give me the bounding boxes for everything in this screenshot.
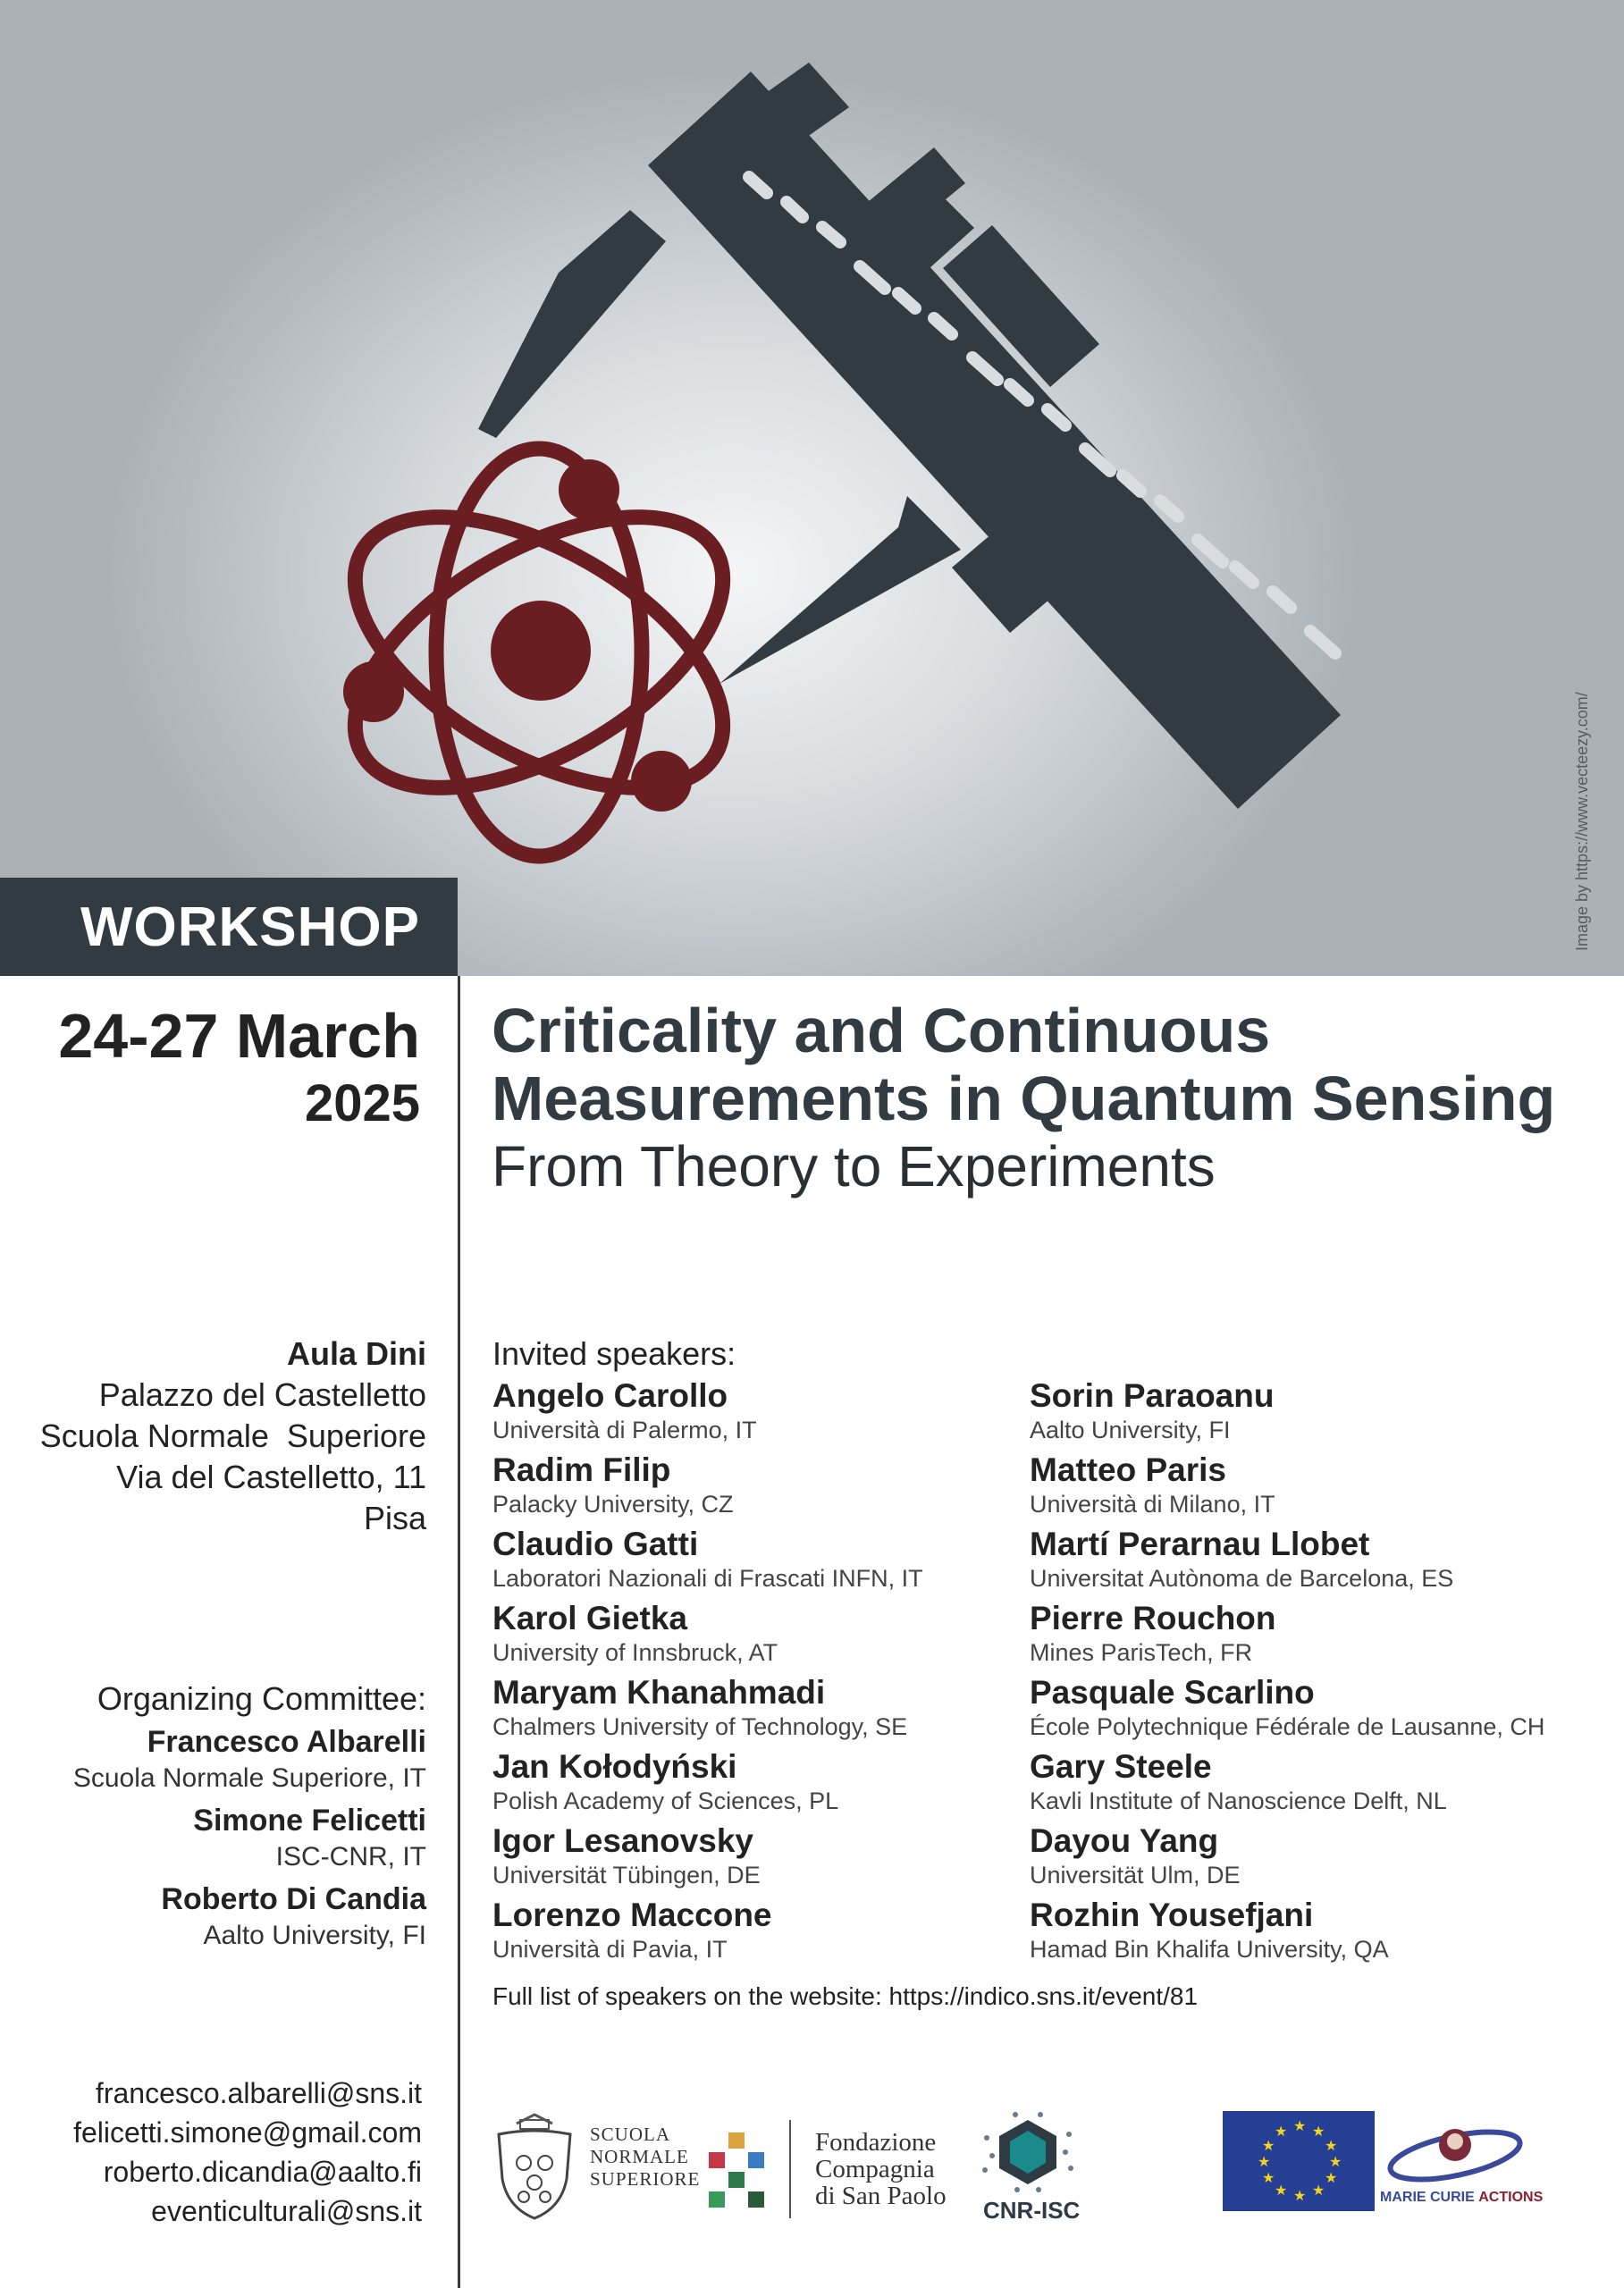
venue-line: Palazzo del Castelletto bbox=[98, 1376, 426, 1413]
venue-block bbox=[40, 1333, 426, 1539]
date-range: 24-27 March bbox=[58, 1001, 420, 1071]
caliper-atom-illustration bbox=[0, 0, 1624, 976]
email-link[interactable]: felicetti.simone@gmail.com bbox=[73, 2116, 422, 2149]
venue-room: Aula Dini bbox=[286, 1335, 426, 1372]
speaker-affiliation: Hamad Bin Khalifa University, QA bbox=[1030, 1936, 1389, 1963]
svg-text:★: ★ bbox=[1258, 2153, 1271, 2170]
speaker-entry bbox=[1030, 1525, 1544, 1599]
sns-text-line: SCUOLA bbox=[590, 2124, 671, 2145]
speaker-name: Dayou Yang bbox=[1030, 1822, 1219, 1859]
email-link[interactable]: eventiculturali@sns.it bbox=[151, 2195, 422, 2227]
speaker-name: Claudio Gatti bbox=[492, 1526, 699, 1562]
speaker-entry bbox=[1030, 1376, 1544, 1451]
marie-curie-text: MARIE CURIE bbox=[1380, 2190, 1475, 2205]
speaker-entry bbox=[492, 1673, 923, 1747]
speakers-column-left bbox=[492, 1376, 923, 1970]
committee-member-name: Francesco Albarelli bbox=[147, 1725, 426, 1759]
speaker-entry bbox=[492, 1451, 923, 1525]
workshop-label: WORKSHOP bbox=[80, 896, 420, 958]
marie-curie-logo-icon bbox=[1384, 2115, 1527, 2186]
sns-text-line: SUPERIORE bbox=[590, 2168, 701, 2190]
speaker-entry bbox=[1030, 1599, 1544, 1673]
speaker-entry bbox=[1030, 1673, 1544, 1747]
title-subtitle: From Theory to Experiments bbox=[492, 1134, 1216, 1199]
svg-text:★: ★ bbox=[1329, 2153, 1342, 2170]
fondazione-text-line: Compagnia bbox=[815, 2155, 935, 2183]
marie-curie-label bbox=[1380, 2190, 1543, 2206]
speaker-name: Rozhin Yousefjani bbox=[1030, 1897, 1314, 1933]
speaker-affiliation: Palacky University, CZ bbox=[492, 1491, 734, 1518]
cnr-isc-label: CNR-ISC bbox=[983, 2197, 1081, 2224]
speaker-affiliation: Polish Academy of Sciences, PL bbox=[492, 1788, 839, 1814]
sns-text-line: NORMALE bbox=[590, 2146, 689, 2167]
full-speaker-list-link[interactable]: Full list of speakers on the website: https://indico.sns.it/event/81 bbox=[492, 1982, 1199, 2010]
speaker-name: Pierre Rouchon bbox=[1030, 1600, 1276, 1636]
speaker-name: Igor Lesanovsky bbox=[492, 1822, 754, 1859]
committee-member-affiliation: ISC-CNR, IT bbox=[275, 1842, 426, 1872]
svg-text:★: ★ bbox=[1325, 2169, 1338, 2186]
svg-text:★: ★ bbox=[1312, 2182, 1325, 2199]
venue-line: Pisa bbox=[363, 1500, 426, 1536]
speaker-name: Sorin Paraoanu bbox=[1030, 1377, 1275, 1414]
speaker-entry bbox=[492, 1525, 923, 1599]
svg-text:★: ★ bbox=[1293, 2117, 1307, 2134]
committee-member-affiliation: Aalto University, FI bbox=[203, 1921, 426, 1950]
fondazione-text-line: di San Paolo bbox=[815, 2182, 947, 2210]
svg-text:★: ★ bbox=[1312, 2123, 1325, 2140]
logo-divider bbox=[789, 2120, 791, 2218]
sns-logo-text bbox=[590, 2124, 700, 2191]
organizing-committee bbox=[73, 1678, 426, 1954]
speaker-affiliation: Universitat Autònoma de Barcelona, ES bbox=[1030, 1565, 1454, 1592]
caliper-icon bbox=[478, 40, 1341, 809]
speaker-entry bbox=[1030, 1896, 1544, 1970]
fondazione-logo-text bbox=[815, 2129, 947, 2209]
svg-text:★: ★ bbox=[1262, 2137, 1275, 2154]
date-year: 2025 bbox=[304, 1074, 420, 1132]
email-link[interactable]: roberto.dicandia@aalto.fi bbox=[103, 2156, 422, 2188]
speaker-name: Maryam Khanahmadi bbox=[492, 1674, 826, 1711]
speaker-affiliation: Universität Tübingen, DE bbox=[492, 1862, 761, 1888]
speaker-affiliation: Universität Ulm, DE bbox=[1030, 1862, 1241, 1888]
committee-member-name: Simone Felicetti bbox=[193, 1804, 426, 1838]
hero-banner bbox=[0, 0, 1624, 976]
committee-heading: Organizing Committee: bbox=[97, 1680, 426, 1717]
speaker-affiliation: Laboratori Nazionali di Frascati INFN, IT bbox=[492, 1565, 923, 1592]
speaker-affiliation: Chalmers University of Technology, SE bbox=[492, 1713, 908, 1740]
venue-line: Scuola Normale Superiore bbox=[39, 1417, 426, 1454]
speaker-name: Angelo Carollo bbox=[492, 1377, 728, 1414]
speaker-entry bbox=[492, 1376, 923, 1451]
speaker-entry bbox=[1030, 1821, 1544, 1896]
svg-text:★: ★ bbox=[1262, 2169, 1275, 2186]
sns-crest-icon bbox=[490, 2107, 579, 2224]
committee-member-affiliation: Scuola Normale Superiore, IT bbox=[72, 1763, 426, 1793]
speaker-affiliation: Kavli Institute of Nanoscience Delft, NL bbox=[1030, 1788, 1447, 1814]
image-credit: Image by https://www.vecteezy.com/ bbox=[1573, 692, 1591, 951]
speakers-heading: Invited speakers: bbox=[492, 1335, 736, 1372]
fondazione-text-line: Fondazione bbox=[815, 2128, 937, 2157]
speaker-affiliation: Università di Palermo, IT bbox=[492, 1417, 757, 1443]
svg-text:★: ★ bbox=[1275, 2182, 1288, 2199]
speaker-name: Pasquale Scarlino bbox=[1030, 1674, 1315, 1711]
title-line-1: Criticality and Continuous bbox=[492, 996, 1271, 1065]
committee-member-name: Roberto Di Candia bbox=[161, 1882, 426, 1916]
speaker-entry bbox=[492, 1821, 923, 1896]
workshop-title bbox=[492, 997, 1555, 1200]
marie-curie-actions-text: ACTIONS bbox=[1478, 2190, 1544, 2205]
speaker-entry bbox=[1030, 1747, 1544, 1821]
sponsor-logos bbox=[490, 2100, 1598, 2234]
speaker-entry bbox=[492, 1599, 923, 1673]
speaker-name: Martí Perarnau Llobet bbox=[1030, 1526, 1370, 1562]
speaker-name: Gary Steele bbox=[1030, 1748, 1212, 1785]
fondazione-squares-icon bbox=[709, 2132, 768, 2209]
speaker-name: Lorenzo Maccone bbox=[492, 1897, 772, 1933]
svg-text:★: ★ bbox=[1325, 2137, 1338, 2154]
title-line-2: Measurements in Quantum Sensing bbox=[492, 1064, 1556, 1133]
speaker-affiliation: Aalto University, FI bbox=[1030, 1417, 1231, 1443]
speaker-affiliation: École Polytechnique Fédérale de Lausanne, CH bbox=[1030, 1713, 1545, 1740]
svg-text:★: ★ bbox=[1275, 2123, 1288, 2140]
workshop-banner bbox=[0, 878, 458, 976]
speaker-affiliation: Università di Milano, IT bbox=[1030, 1491, 1275, 1518]
eu-flag-icon bbox=[1223, 2111, 1375, 2211]
speaker-affiliation: Mines ParisTech, FR bbox=[1030, 1639, 1253, 1666]
speakers-column-right bbox=[1030, 1376, 1544, 1970]
speaker-entry bbox=[1030, 1451, 1544, 1525]
speaker-name: Radim Filip bbox=[492, 1451, 671, 1488]
speaker-name: Jan Kołodyński bbox=[492, 1748, 737, 1785]
cnr-isc-icon bbox=[980, 2111, 1076, 2193]
speaker-entry bbox=[492, 1747, 923, 1821]
speaker-name: Matteo Paris bbox=[1030, 1451, 1227, 1488]
speaker-entry bbox=[492, 1896, 923, 1970]
speaker-affiliation: Università di Pavia, IT bbox=[492, 1936, 728, 1963]
speaker-affiliation: University of Innsbruck, AT bbox=[492, 1639, 778, 1666]
svg-text:★: ★ bbox=[1293, 2187, 1307, 2204]
event-dates bbox=[58, 999, 420, 1135]
email-link[interactable]: francesco.albarelli@sns.it bbox=[95, 2077, 422, 2109]
contact-emails bbox=[73, 2074, 422, 2231]
venue-line: Via del Castelletto, 11 bbox=[116, 1459, 426, 1495]
speaker-name: Karol Gietka bbox=[492, 1600, 687, 1636]
column-divider bbox=[458, 976, 460, 2288]
